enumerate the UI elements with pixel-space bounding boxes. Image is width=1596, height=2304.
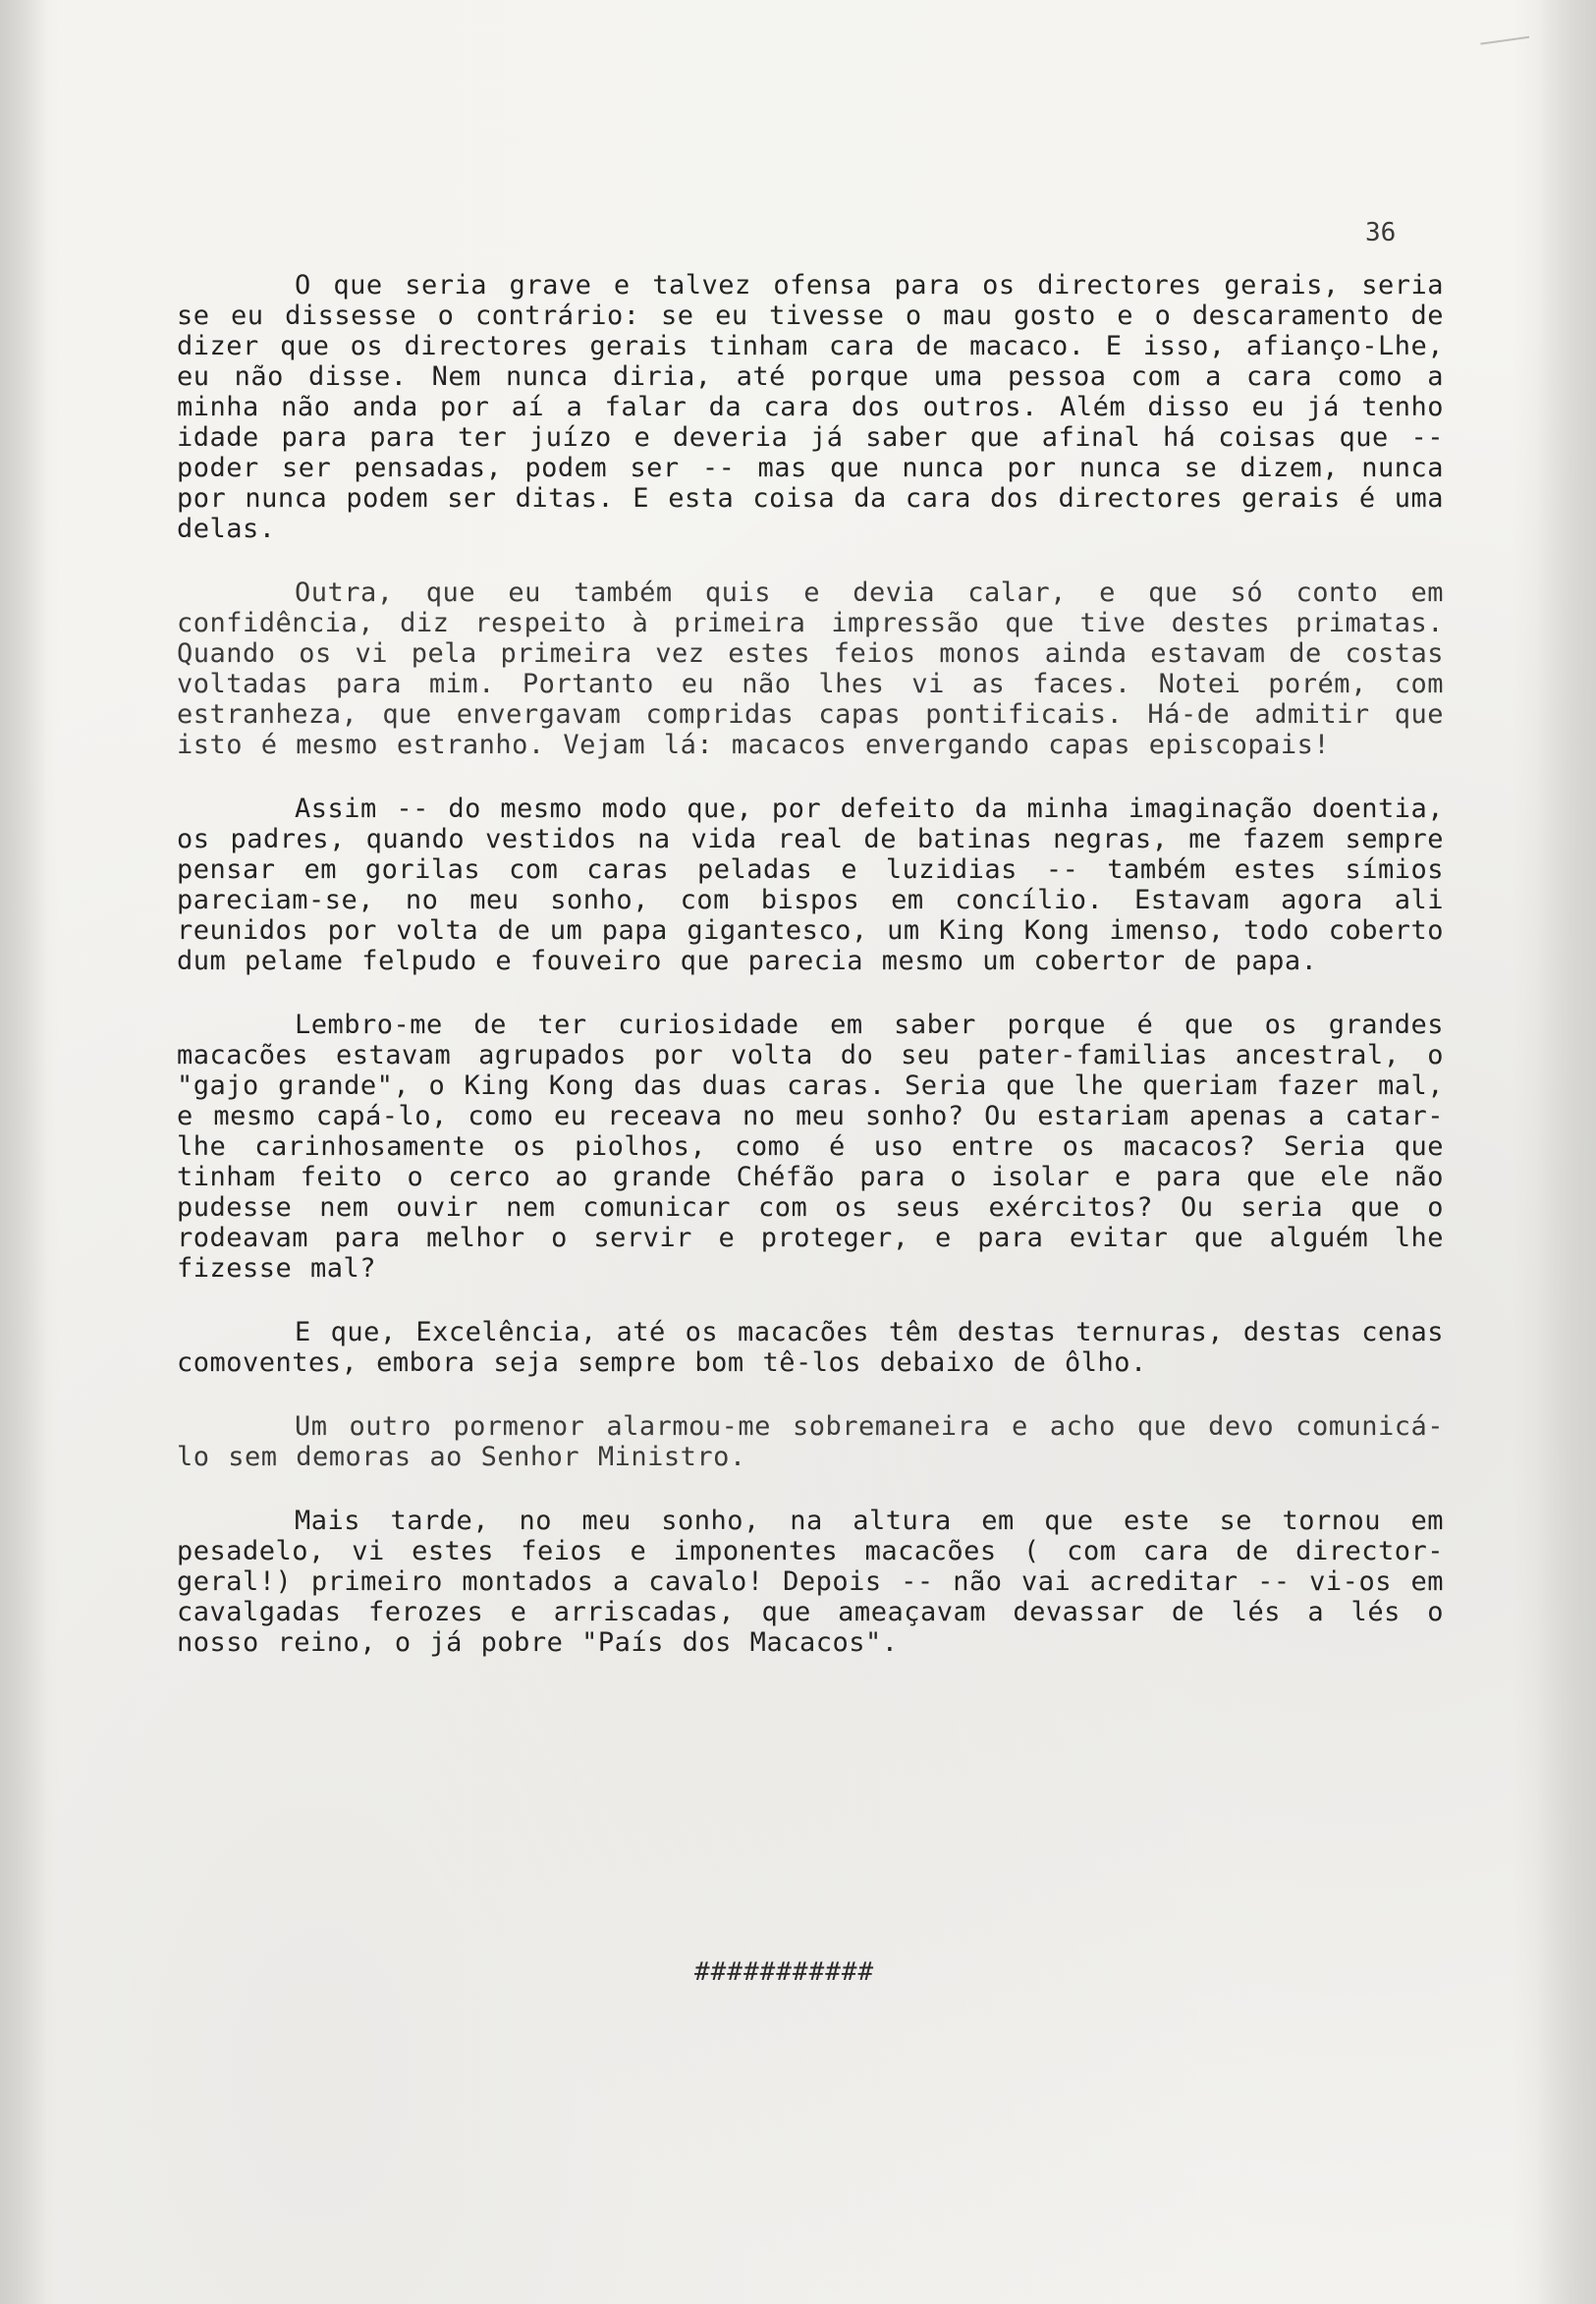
page-number: 36	[1365, 218, 1397, 247]
paragraph-7: Mais tarde, no meu sonho, na altura em que este se tornou em pesadelo, vi estes feios e imponentes macacões ( com cara de director-geral!) primeiro montados a cavalo! Depois -- não vai acreditar -- vi-os em cavalgadas ferozes e arriscadas, que ameaçavam devassar de lés a lés o nosso reino, o já pobre "País dos Macacos".	[177, 1506, 1444, 1658]
scan-shadow-right	[1537, 0, 1596, 2304]
body-text	[177, 270, 1444, 1691]
paragraph-1: O que seria grave e talvez ofensa para os directores gerais, seria se eu dissesse o contrário: se eu tivesse o mau gosto e o descaramento de dizer que os directores gerais tinham cara de macaco. E isso, afianço-Lhe, eu não disse. Nem nunca diria, até porque uma pessoa com a cara como a minha não anda por aí a falar da cara dos outros. Além disso eu já tenho idade para para ter juízo e deveria já saber que afinal há coisas que -- poder ser pensadas, podem ser -- mas que nunca por nunca se dizem, nunca por nunca podem ser ditas. E esta coisa da cara dos directores gerais é uma delas.	[177, 270, 1444, 544]
scan-mark	[1480, 36, 1534, 84]
paragraph-2: Outra, que eu também quis e devia calar, e que só conto em confidência, diz respeito à primeira impressão que tive destes primatas. Quando os vi pela primeira vez estes feios monos ainda estavam de costas voltadas para mim. Portanto eu não lhes vi as faces. Notei porém, com estranheza, que envergavam compridas capas pontificais. Há-de admitir que isto é mesmo estranho. Vejam lá: macacos envergando capas episcopais!	[177, 577, 1444, 760]
paragraph-3: Assim -- do mesmo modo que, por defeito da minha imaginação doentia, os padres, quando vestidos na vida real de batinas negras, me fazem sempre pensar em gorilas com caras peladas e luzidias -- também estes símios pareciam-se, no meu sonho, com bispos em concílio. Estavam agora ali reunidos por volta de um papa gigantesco, um King Kong imenso, todo coberto dum pelame felpudo e fouveiro que parecia mesmo um cobertor de papa.	[177, 794, 1444, 976]
section-separator: ###########	[694, 1957, 875, 1987]
paragraph-6: Um outro pormenor alarmou-me sobremaneira e acho que devo comunicá-lo sem demoras ao Senhor Ministro.	[177, 1411, 1444, 1472]
paragraph-5: E que, Excelência, até os macacões têm destas ternuras, destas cenas comoventes, embora seja sempre bom tê-los debaixo de ôlho.	[177, 1317, 1444, 1378]
paragraph-4: Lembro-me de ter curiosidade em saber porque é que os grandes macacões estavam agrupados por volta do seu pater-familias ancestral, o "gajo grande", o King Kong das duas caras. Seria que lhe queriam fazer mal, e mesmo capá-lo, como eu receava no meu sonho? Ou estariam apenas a catar-lhe carinhosamente os piolhos, como é uso entre os macacos? Seria que tinham feito o cerco ao grande Chéfão para o isolar e para que ele não pudesse nem ouvir nem comunicar com os seus exércitos? Ou seria que o rodeavam para melhor o servir e proteger, e para evitar que alguém lhe fizesse mal?	[177, 1010, 1444, 1284]
scan-shadow-left	[0, 0, 47, 2304]
